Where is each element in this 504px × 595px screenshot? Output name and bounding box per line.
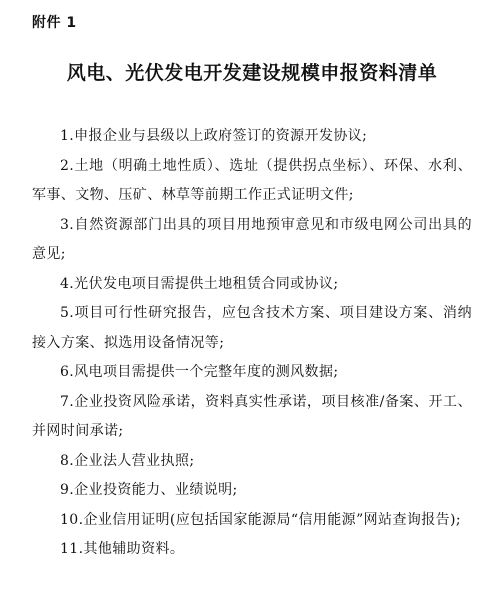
list-item-7: 7.企业投资风险承诺，资料真实性承诺，项目核准/备案、开工、并网时间承诺;: [32, 393, 472, 439]
list-item-10: 10.企业信用证明(应包括国家能源局“信用能源”网站查询报告);: [60, 511, 462, 528]
document-title: 风电、光伏发电开发建设规模申报资料清单: [66, 62, 438, 84]
list-item-2: 2.土地（明确土地性质）、选址（提供拐点坐标）、环保、水利、军事、文物、压矿、林草等前期工作正式证明文件;: [32, 157, 472, 203]
list-item-11: 11.其他辅助资料。: [60, 541, 185, 557]
list-item-4: 4.光伏发电项目需提供土地租赁合同或协议;: [60, 275, 339, 292]
list-item-5: 5.项目可行性研究报告，应包含技术方案、项目建设方案、消纳接入方案、拟选用设备情况等;: [32, 305, 472, 351]
list-item-3: 3.自然资源部门出具的项目用地预审意见和市级电网公司出具的意见;: [32, 216, 472, 262]
list-item-1: 1.申报企业与县级以上政府签订的资源开发协议;: [60, 128, 368, 144]
list-item-8: 8.企业法人营业执照;: [60, 452, 195, 469]
list-item-9: 9.企业投资能力、业绩说明;: [60, 482, 238, 498]
list-item-6: 6.风电项目需提供一个完整年度的测风数据;: [60, 364, 339, 380]
attachment-label: 附件 1: [32, 15, 77, 31]
materials-list: [32, 122, 472, 565]
